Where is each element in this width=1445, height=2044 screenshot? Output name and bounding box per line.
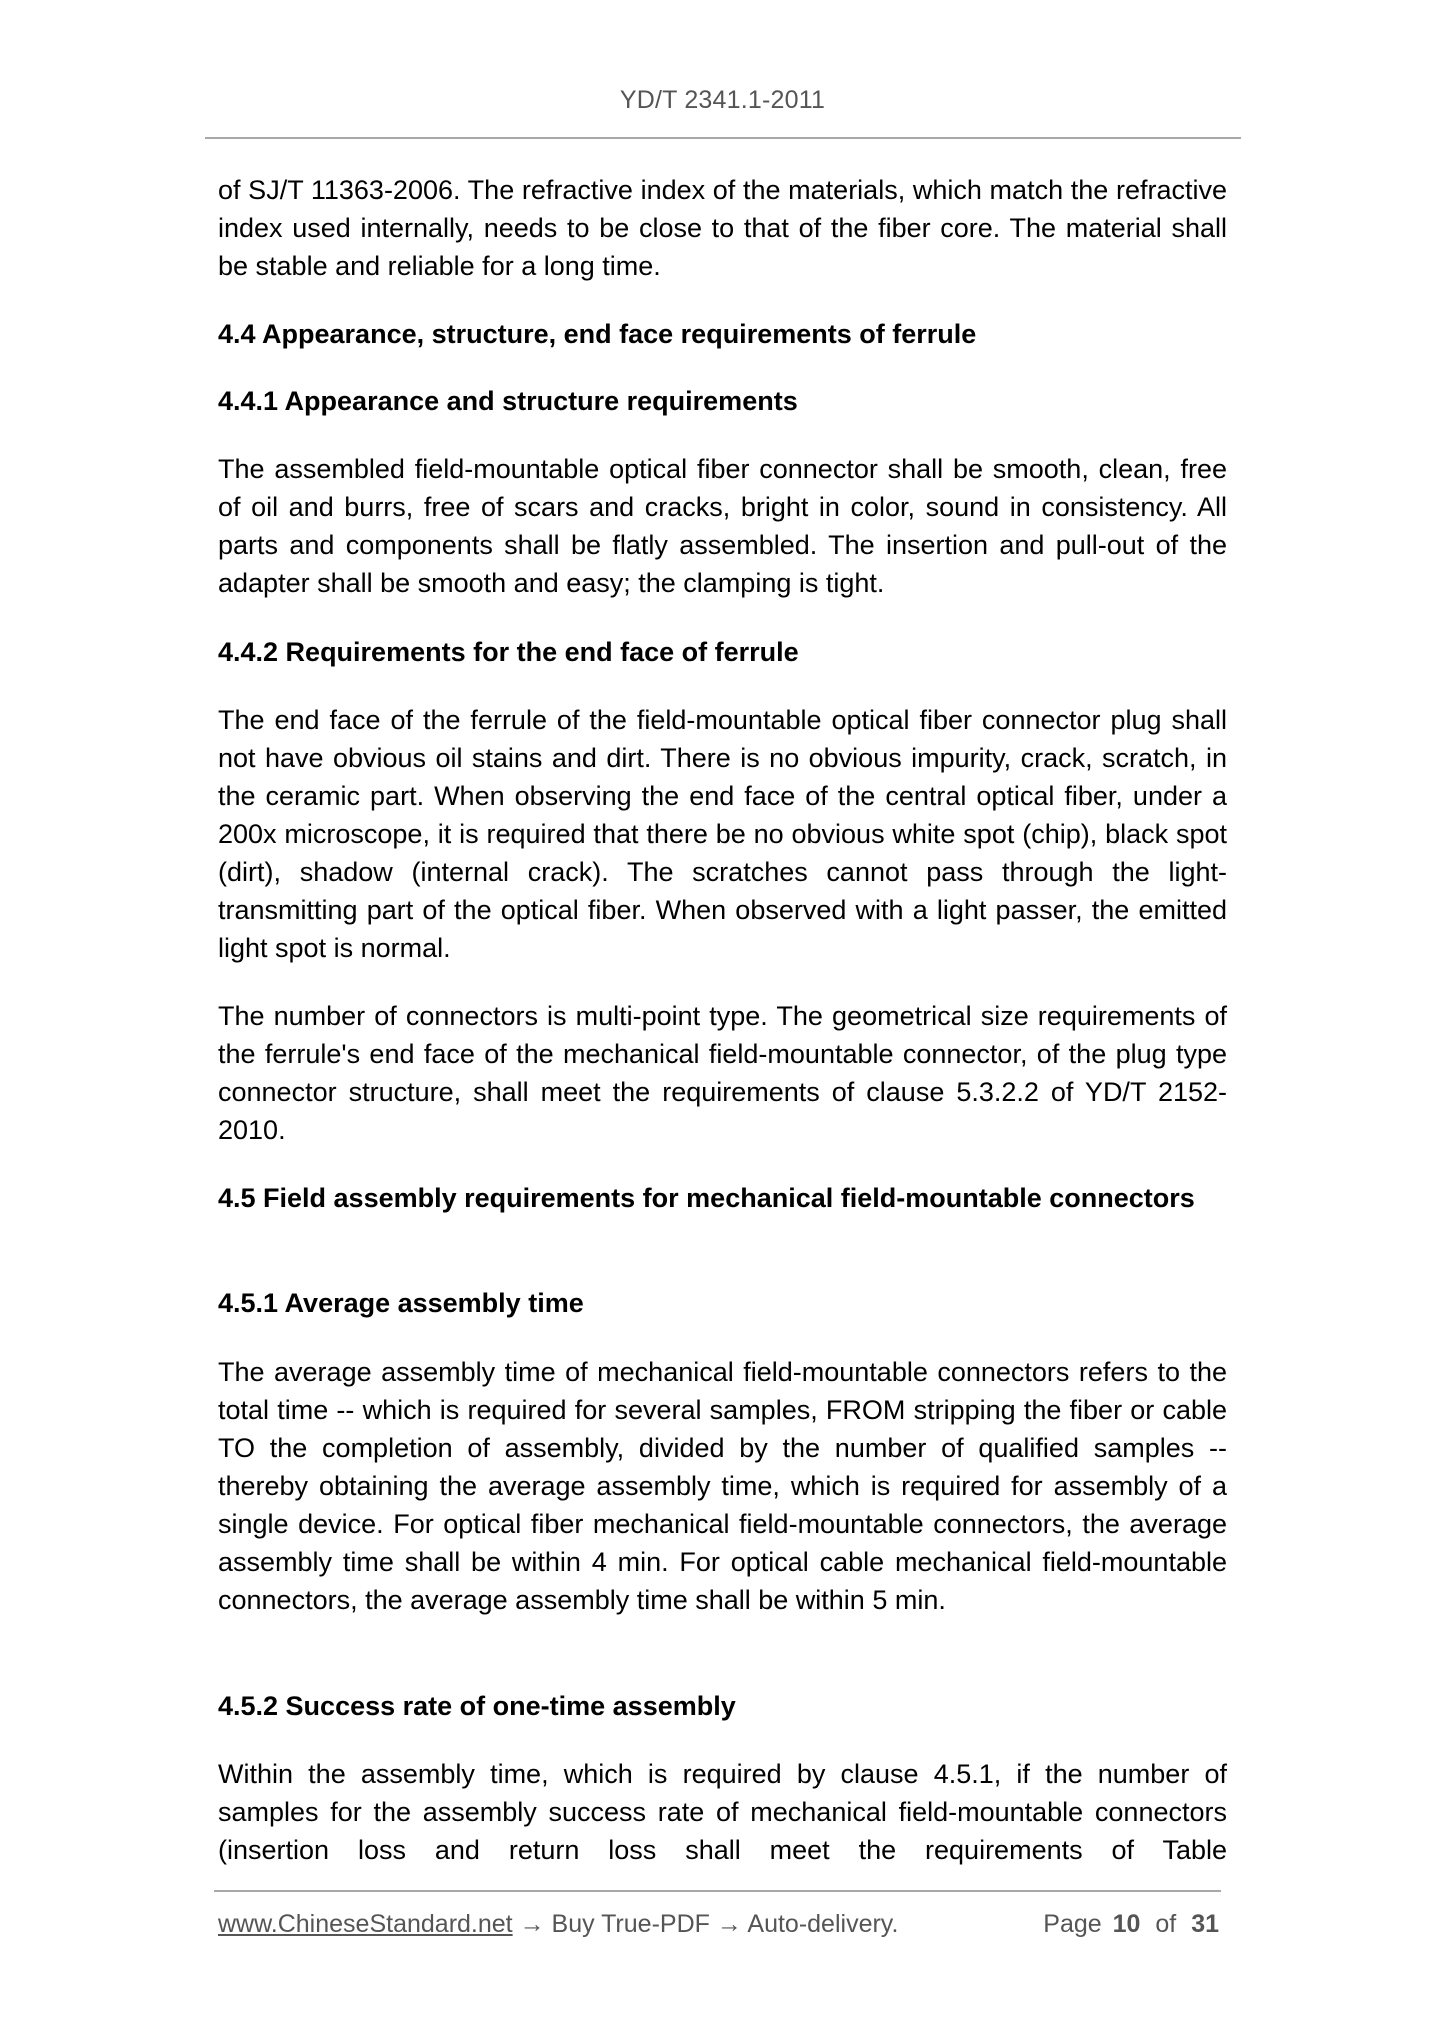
document-code: YD/T 2341.1-2011 [619,86,826,114]
paragraph-4-5-2: Within the assembly time, which is required by clause 4.5.1, if the number of samples for the assembly success rate of mechanical field-mountable connectors (insertion loss and return loss shall meet the requirements of Table [218,1759,1227,1865]
page-label: Page [1043,1910,1102,1938]
header-divider [205,137,1241,139]
section-heading-4-4-2: 4.4.2 Requirements for the end face of ferrule [218,637,799,667]
paragraph-4-4-1: The assembled field-mountable optical fiber connector shall be smooth, clean, free of oil and burrs, free of scars and cracks, bright in color, sound in consistency. All parts and components shall be flatly assembled. The insertion and pull-out of the adapter shall be smooth and easy; the clamping is tight. [218,454,1227,598]
paragraph-4-5-1: The average assembly time of mechanical field-mountable connectors refers to the total time -- which is required for several samples, FROM stripping the fiber or cable TO the completion of assembly, divided by the number of qualified samples -- thereby obtaining the average assembly time, which is required for assembly of a single device. For optical fiber mechanical field-mountable connectors, the average assembly time shall be within 4 min. For optical cable mechanical field-mountable connectors, the average assembly time shall be within 5 min. [218,1357,1227,1615]
total-pages-number: 31 [1191,1910,1219,1938]
footer-divider [214,1890,1221,1892]
section-heading-4-5: 4.5 Field assembly requirements for mechanical field-mountable connectors [218,1183,1195,1213]
footer-promo-text: → Buy True-PDF → Auto-delivery. [512,1910,899,1938]
section-heading-4-5-1: 4.5.1 Average assembly time [218,1288,584,1318]
page-of-label: of [1155,1910,1177,1938]
footer-promo [218,1910,898,1939]
current-page-number: 10 [1112,1910,1141,1938]
section-heading-4-5-2: 4.5.2 Success rate of one-time assembly [218,1691,736,1721]
intro-paragraph: of SJ/T 11363-2006. The refractive index of the materials, which match the refractive index used internally, needs to be close to that of the fiber core. The material shall be stable and reliable for a long time. [218,175,1227,281]
section-heading-4-4-1: 4.4.1 Appearance and structure requirements [218,386,798,416]
page-indicator [1043,1910,1223,1939]
section-heading-4-4: 4.4 Appearance, structure, end face requirements of ferrule [218,319,977,349]
paragraph-4-4-2-b: The number of connectors is multi-point type. The geometrical size requirements of the ferrule's end face of the mechanical field-mountable connector, of the plug type connector structure, shall meet the requirements of clause 5.3.2.2 of YD/T 2152-2010. [218,1001,1227,1145]
chinesestandard-link[interactable]: www.ChineseStandard.net [218,1910,513,1938]
footer-bar [218,1910,1223,1939]
paragraph-4-4-2-a: The end face of the ferrule of the field-mountable optical fiber connector plug shall not have obvious oil stains and dirt. There is no obvious impurity, crack, scratch, in the ceramic part. When observing the end face of the central optical fiber, under a 200x microscope, it is required that there be no obvious white spot (chip), black spot (dirt), shadow (internal crack). The scratches cannot pass through the light-transmitting part of the optical fiber. When observed with a light passer, the emitted light spot is normal. [218,705,1227,963]
